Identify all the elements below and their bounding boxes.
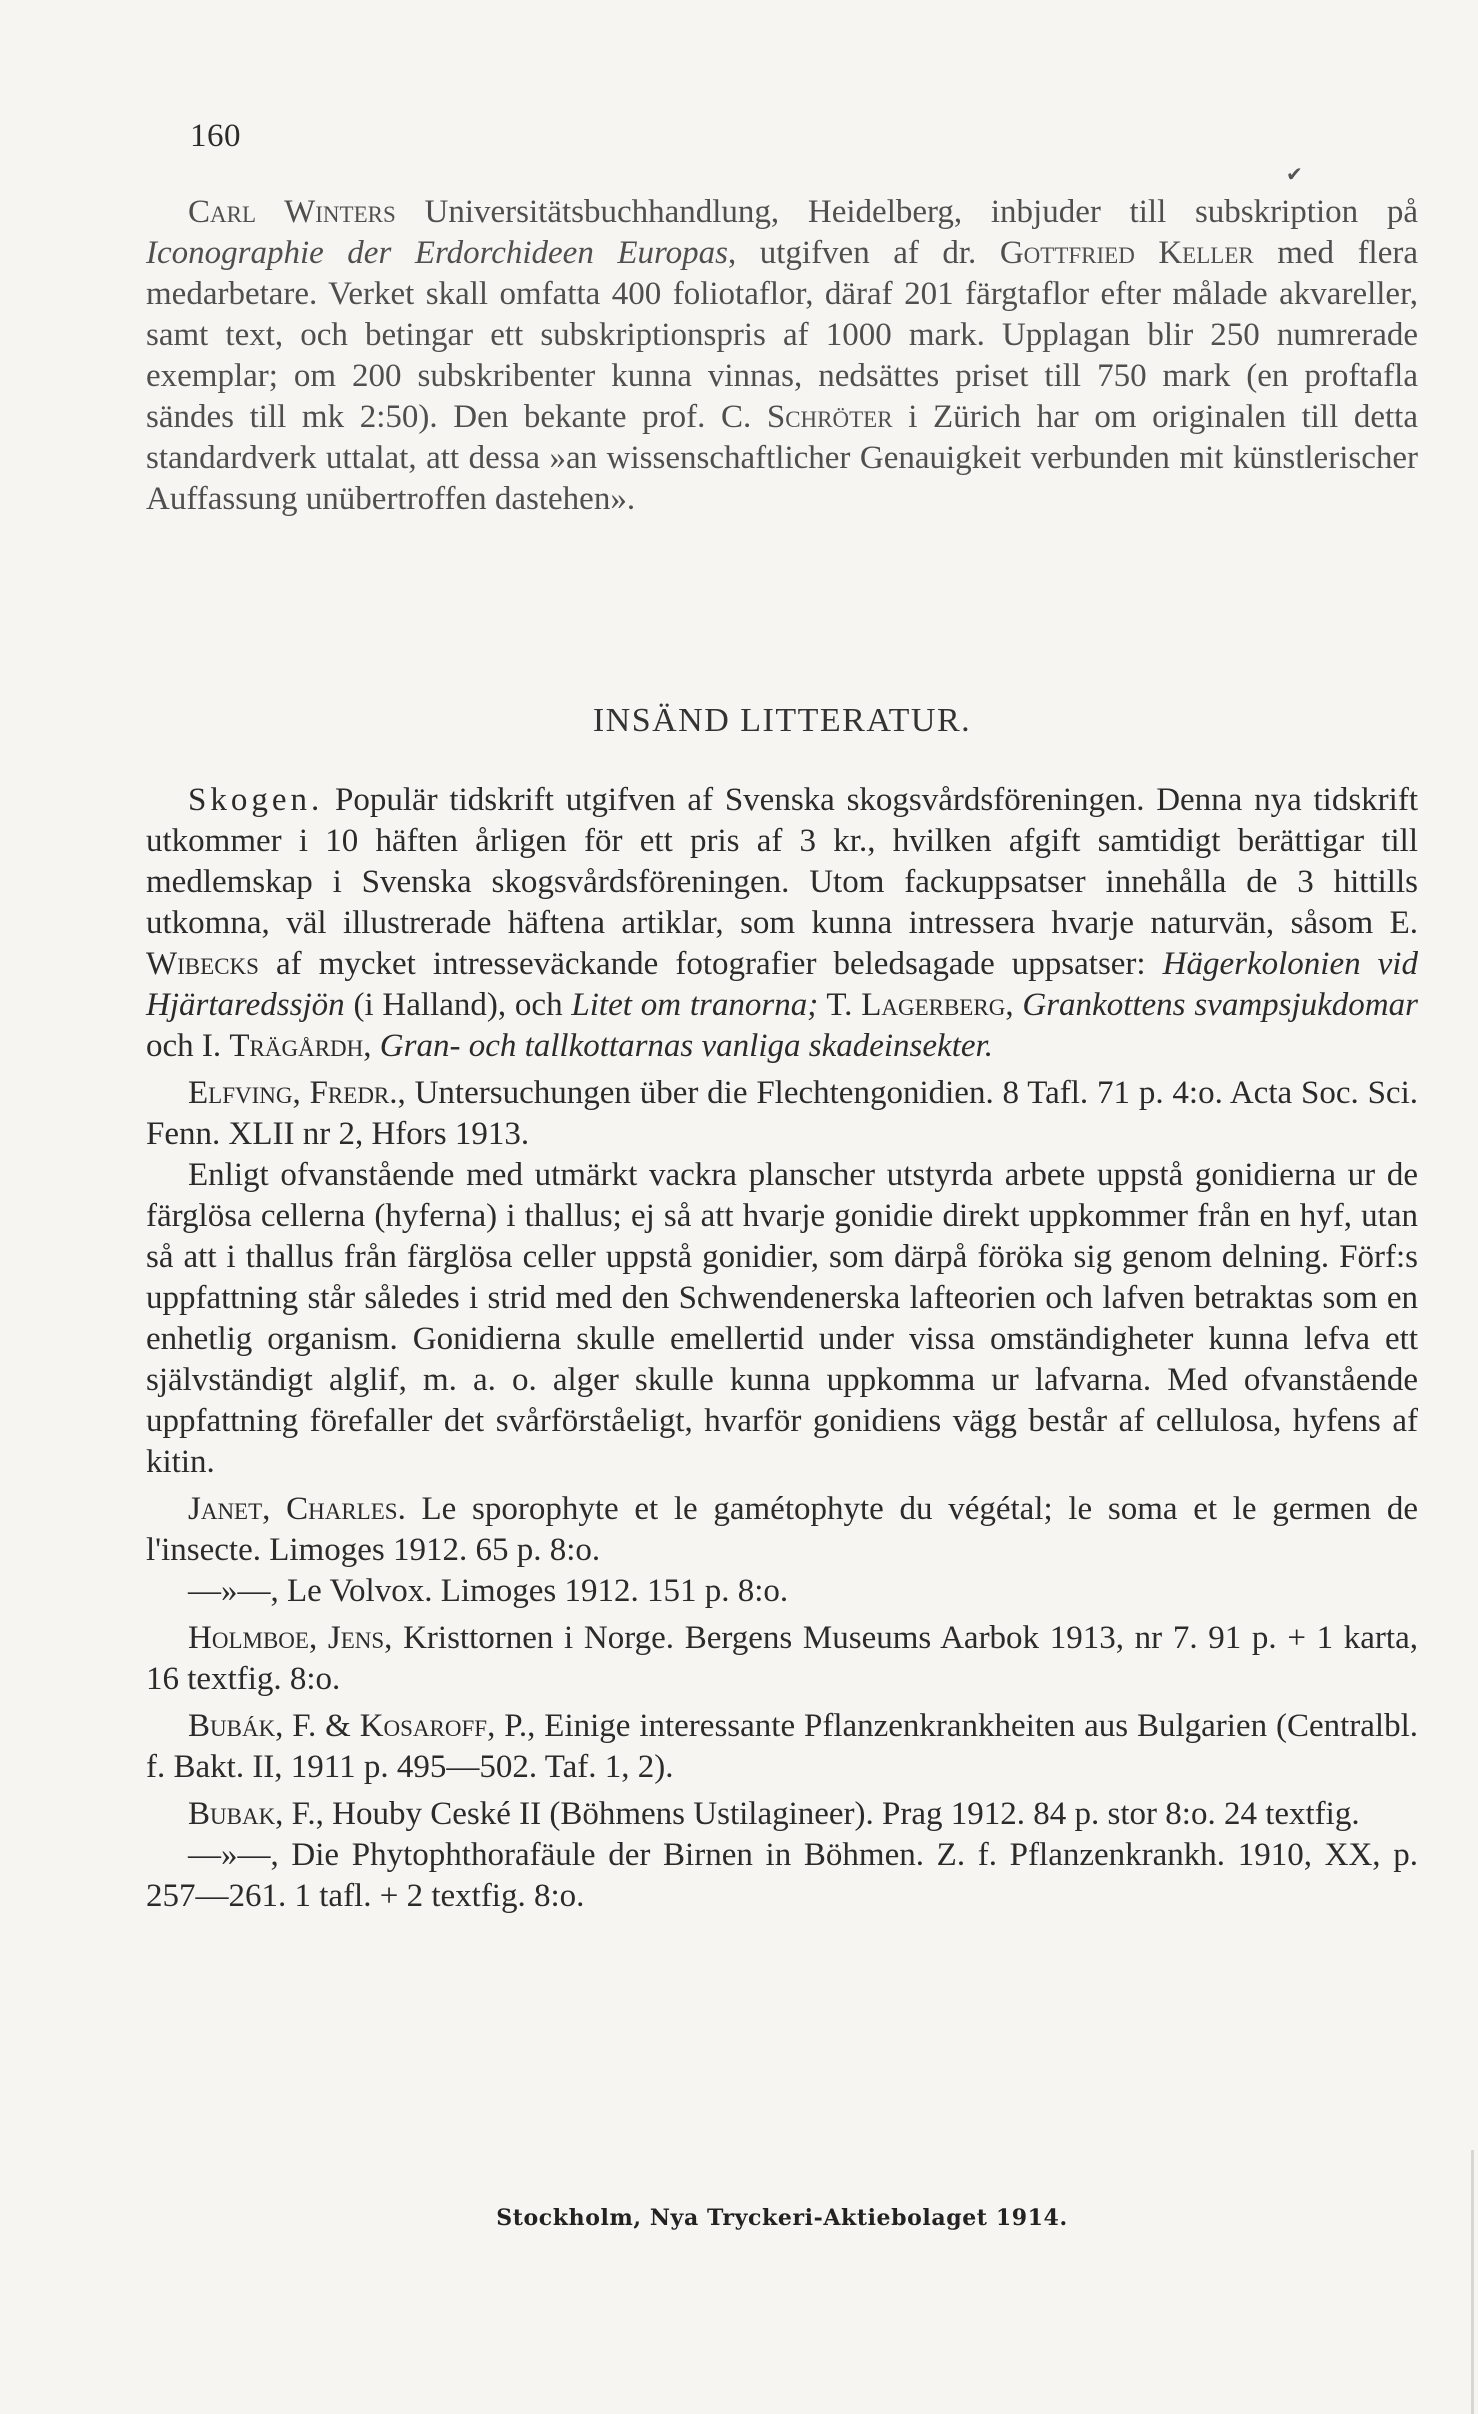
lagerberg-name: Lagerberg [861,987,1006,1023]
elfving-review: Enligt ofvanstående med utmärkt vackra planscher utstyrda arbete uppstå gonidierna ur de färglösa cellerna (hyferna) i thallus; ej så att hvarje gonidie direkt uppkommer från en hyf, utan så att i thallus från färglösa celler uppstå gonidier, som därpå föröka sig genom delning. Förf:s uppfattning står således i strid med den Schwendenerska lafteorien och lafven betraktas som en enhetlig organism. Gonidierna skulle emellertid under vissa omständigheter kunna lefva ett självständigt alglif, m. a. o. alger skulle kunna uppkomma ur lafvarna. Med ofvanstående uppfattning förefaller det svårförståeligt, hvarför gonidiens vägg består af cellulosa, hyfens af kitin. [146,1157,1418,1480]
winters-text-2: , utgifven af dr. [727,235,1000,271]
skogen-text-5: , [1005,987,1023,1023]
janet-name: Janet, Charles. [188,1491,406,1527]
entry-elfving [146,1073,1418,1155]
holmboe-name: Holmboe, Jens, [188,1620,393,1656]
skogen-article-2: Litet om tranorna; [571,987,819,1023]
janet-citation: Le sporophyte et le gamétophyte du végétal; le soma et le germen de l'insecte. Limoges 1912. 65 p. 8:o. [146,1491,1419,1568]
bubak-citation: , Houby Ceské II (Böhmens Ustilagineer). Prag 1912. 84 p. stor 8:o. 24 textfig. [315,1796,1360,1832]
winters-text-4: i Zürich har om originalen till detta standardverk uttalat, att dessa »an wissenschaftlicher Genauigkeit verbunden mit künstlerischer Auffassung unübertroffen dastehen». [146,399,1419,517]
skogen-text-6: och I. [146,1028,230,1064]
entry-bubak [146,1794,1418,1835]
winters-text-3: med flera medarbetare. Verket skall omfatta 400 foliotaflor, däraf 201 färgtaflor efter målade akvareller, samt text, och betingar ett subskriptionspris af 1000 mark. Upplagan blir 250 numrerade exemplar; om 200 subskribenter kunna vinnas, nedsättes priset till 750 mark (en proftafla sändes till mk 2:50). Den bekante prof. C. [146,235,1419,435]
bubak-kosaroff-citation: , Einige interessante Pflanzenkrankheiten aus Bulgarien (Centralbl. f. Bakt. II, 1911 p. 495—502. Taf. 1, 2). [146,1708,1418,1785]
janet-ditto-entry: —»—, Le Volvox. Limoges 1912. 151 p. 8:o. [188,1573,789,1609]
page-body [146,0,1418,2414]
winters-paragraph [146,192,1418,520]
entry-holmboe [146,1618,1418,1700]
printer-imprint: Stockholm, Nya Tryckeri-Aktiebolaget 1914. [496,2205,1068,2231]
bubak-name: Bubak, F. [188,1796,316,1832]
elfving-name: Elfving, Fredr. [188,1075,398,1111]
skogen-article-1: Hägerkolonien vid Hjärtaredssjön [146,946,1418,1023]
editor-name: Gottfried Keller [999,235,1254,271]
skogen-text-7: , [363,1028,380,1064]
holmboe-citation: Kristtornen i Norge. Bergens Museums Aarbok 1913, nr 7. 91 p. + 1 karta, 16 textfig. 8:o. [146,1620,1418,1697]
pencil-mark: ✔ [1286,164,1303,186]
skogen-text-2: af mycket intresseväckande fotografier beledsagade uppsatser: [258,946,1163,982]
skogen-title: Skogen. [188,782,324,818]
entry-janet [146,1489,1418,1571]
entry-skogen [146,780,1418,1067]
entry-bubak-kosaroff [146,1706,1418,1788]
literature-list [146,780,1418,1923]
skogen-text-4: T. [818,987,862,1023]
skogen-article-4: Gran- och tallkottarnas vanliga skadeinsekter. [379,1028,993,1064]
bubak-ditto-entry: —»—, Die Phytophthorafäule der Birnen in Böhmen. Z. f. Pflanzenkrankh. 1910, XX, p. 257—261. 1 tafl. + 2 textfig. 8:o. [146,1837,1418,1914]
skogen-article-3: Grankottens svampsjukdomar [1022,987,1418,1023]
elfving-citation: , Untersuchungen über die Flechtengonidien. 8 Tafl. 71 p. 4:o. Acta Soc. Sci. Fenn. XLII nr 2, Hfors 1913. [146,1075,1418,1152]
skogen-text-1: Populär tidskrift utgifven af Svenska skogsvårdsföreningen. Denna nya tidskrift utkommer i 10 häften årligen för ett pris af 3 kr., hvilken afgift samtidigt berättigar till medlemskap i Svenska skogsvårdsföreningen. Utom fackuppsatser innehålla de 3 hittills utkomna, väl illustrerade häftena artiklar, som kunna intressera hvarje naturvän, såsom E. [146,782,1418,941]
page-number: 160 [190,118,241,154]
winters-announcement [146,192,1418,520]
skogen-text-3: (i Halland), och [344,987,572,1023]
tragardh-name: Trägårdh [229,1028,364,1064]
work-title: Iconographie der Erdorchideen Europas [146,235,728,271]
winters-text-1: Universitätsbuchhandlung, Heidelberg, inbjuder till subskription på [395,194,1418,230]
schroter-name: Schröter [766,399,893,435]
publisher-name: Carl Winters [188,194,396,230]
wibecks-name: Wibecks [146,946,259,982]
section-heading: INSÄND LITTERATUR. [592,702,972,739]
page-edge-shadow [1471,2150,1474,2414]
bubak-kosaroff-names: Bubák, F. & Kosaroff, P. [188,1708,528,1744]
